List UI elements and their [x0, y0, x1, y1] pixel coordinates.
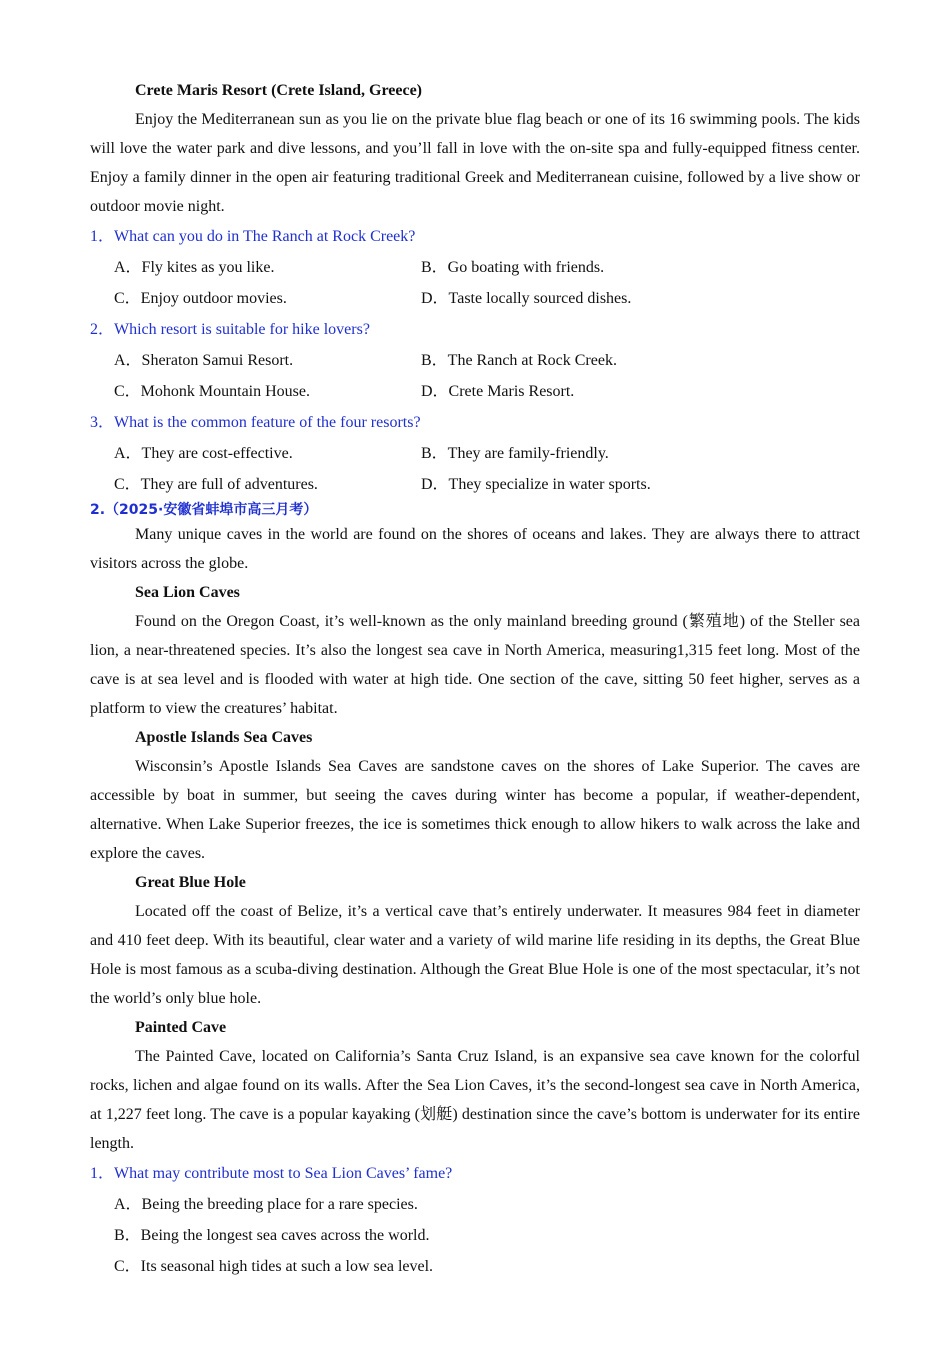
resort-description: Enjoy the Mediterranean sun as you lie on the private blue flag beach or one of its 16 swimming pools. The kids will love the water park and dive lessons, and you’ll fall in love with the on-site spa and fully-equipped fitness center. Enjoy a family dinner in the open air featuring traditional Greek and Mediterranean cuisine, followed by a live show or outdoor movie night. — [90, 111, 860, 215]
option-d[interactable]: D．Taste locally sourced dishes. — [421, 290, 632, 307]
source-label: 2.（2025·安徽省蚌埠市高三月考） — [90, 502, 318, 518]
cave-title: Apostle Islands Sea Caves — [135, 729, 313, 746]
option-a[interactable]: A．Fly kites as you like. — [114, 259, 275, 276]
option-c[interactable]: C．Its seasonal high tides at such a low sea level. — [114, 1258, 434, 1275]
caves-question-1-options — [90, 1189, 860, 1282]
question-2: 2．Which resort is suitable for hike lovers? — [90, 321, 370, 338]
question-3-options — [90, 438, 860, 500]
option-d[interactable]: D．They specialize in water sports. — [421, 476, 651, 493]
cave-description: The Painted Cave, located on California’s Santa Cruz Island, is an expansive sea cave known for the colorful rocks, lichen and algae found on its walls. After the Sea Lion Caves, it’s the second-longest sea cave in North America, at 1,227 feet long. The cave is a popular kayaking (划艇) destination since the cave’s bottom is underwater for its entire length. — [90, 1048, 860, 1152]
cave-description: Located off the coast of Belize, it’s a vertical cave that’s entirely underwater. It measures 984 feet in diameter and 410 feet deep. With its beautiful, clear water and a variety of wild marine life residing in its depths, the Great Blue Hole is most famous as a scuba-diving destination. Although the Great Blue Hole is one of the most spectacular, it’s not the world’s only blue hole. — [90, 903, 860, 1007]
option-a[interactable]: A．Sheraton Samui Resort. — [114, 352, 294, 369]
cave-description: Wisconsin’s Apostle Islands Sea Caves are sandstone caves on the shores of Lake Superior. The caves are accessible by boat in summer, but seeing the caves during winter has become a popular, if weather-dependent, alternative. When Lake Superior freezes, the ice is sometimes thick enough to allow hikers to walk across the lake and explore the caves. — [90, 758, 860, 862]
cave-title: Painted Cave — [135, 1019, 227, 1036]
question-1: 1．What can you do in The Ranch at Rock Creek? — [90, 228, 416, 245]
question-3: 3．What is the common feature of the four resorts? — [90, 414, 421, 431]
cave-title: Sea Lion Caves — [135, 584, 240, 601]
option-b[interactable]: B．Being the longest sea caves across the world. — [114, 1227, 430, 1244]
option-a[interactable]: A．They are cost-effective. — [114, 445, 293, 462]
resort-title: Crete Maris Resort (Crete Island, Greece) — [135, 82, 422, 99]
cave-title: Great Blue Hole — [135, 874, 246, 891]
option-c[interactable]: C．Enjoy outdoor movies. — [114, 290, 287, 307]
option-a[interactable]: A．Being the breeding place for a rare species. — [114, 1196, 418, 1213]
question-2-options — [90, 345, 860, 407]
question-1-options — [90, 252, 860, 314]
document-page — [90, 76, 860, 1282]
caves-intro: Many unique caves in the world are found on the shores of oceans and lakes. They are always there to attract visitors across the globe. — [90, 526, 860, 572]
option-d[interactable]: D．Crete Maris Resort. — [421, 383, 575, 400]
caves-question-1: 1．What may contribute most to Sea Lion Caves’ fame? — [90, 1165, 453, 1182]
option-b[interactable]: B．They are family-friendly. — [421, 445, 609, 462]
cave-description: Found on the Oregon Coast, it’s well-known as the only mainland breeding ground (繁殖地) of the Steller sea lion, a near-threatened species. It’s also the longest sea cave in North America, measuring1,315 feet long. Most of the cave is at sea level and is flooded with water at high tide. One section of the cave, sitting 50 feet higher, serves as a platform to view the creatures’ habitat. — [90, 613, 860, 717]
option-b[interactable]: B．Go boating with friends. — [421, 259, 605, 276]
option-c[interactable]: C．Mohonk Mountain House. — [114, 383, 311, 400]
option-b[interactable]: B．The Ranch at Rock Creek. — [421, 352, 617, 369]
option-c[interactable]: C．They are full of adventures. — [114, 476, 318, 493]
